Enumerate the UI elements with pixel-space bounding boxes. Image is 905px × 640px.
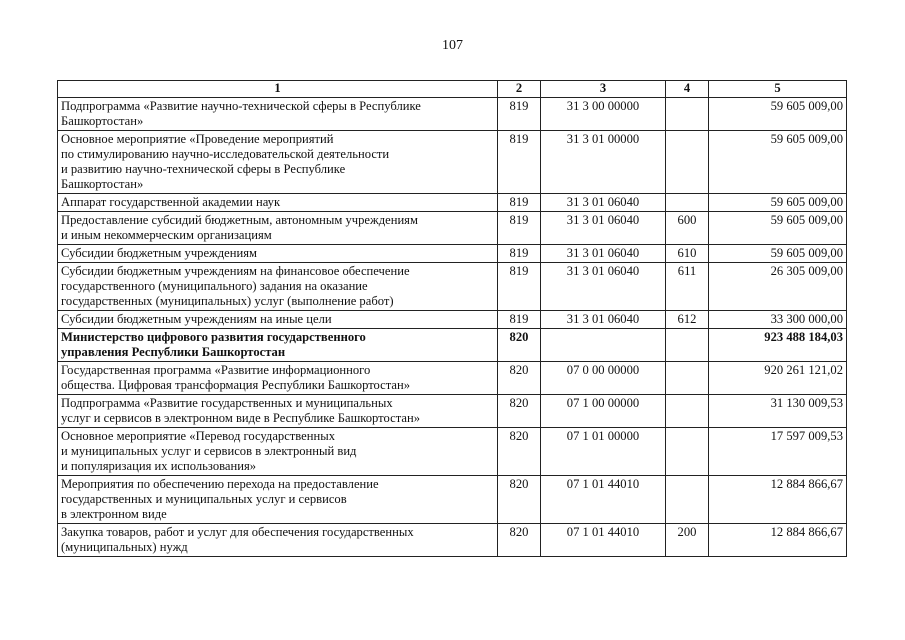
row-amount-cell: 59 605 009,00	[709, 194, 847, 212]
header-col-5: 5	[709, 81, 847, 98]
row-target-article-cell: 07 1 00 00000	[541, 395, 666, 428]
row-ministry-code-cell: 820	[498, 524, 541, 557]
row-ministry-code-cell: 820	[498, 362, 541, 395]
row-name-cell: Закупка товаров, работ и услуг для обеспечения государственных (муниципальных) нужд	[58, 524, 498, 557]
header-row	[58, 81, 847, 98]
page-number: 107	[442, 38, 463, 53]
row-name-cell: Подпрограмма «Развитие научно-технической сферы в Республике Башкортостан»	[58, 98, 498, 131]
row-expense-type-cell: 600	[666, 212, 709, 245]
table-row	[58, 362, 847, 395]
table-row	[58, 263, 847, 311]
row-target-article-cell: 31 3 01 06040	[541, 263, 666, 311]
row-amount-cell: 12 884 866,67	[709, 476, 847, 524]
row-ministry-code-cell: 819	[498, 311, 541, 329]
row-ministry-code-cell: 820	[498, 428, 541, 476]
table-row	[58, 311, 847, 329]
table-row	[58, 98, 847, 131]
row-name-cell: Аппарат государственной академии наук	[58, 194, 498, 212]
row-amount-cell: 33 300 000,00	[709, 311, 847, 329]
row-amount-cell: 923 488 184,03	[709, 329, 847, 362]
row-name-cell: Субсидии бюджетным учреждениям на финансовое обеспечение государственного (муниципального) задания на оказание государственных (муниципальных) услуг (выполнение работ)	[58, 263, 498, 311]
table-body	[58, 98, 847, 557]
row-amount-cell: 59 605 009,00	[709, 131, 847, 194]
header-col-1: 1	[58, 81, 498, 98]
header-col-3: 3	[541, 81, 666, 98]
row-ministry-code-cell: 820	[498, 395, 541, 428]
row-target-article-cell: 31 3 01 00000	[541, 131, 666, 194]
row-amount-cell: 12 884 866,67	[709, 524, 847, 557]
row-target-article-cell: 31 3 01 06040	[541, 194, 666, 212]
row-expense-type-cell	[666, 98, 709, 131]
row-ministry-code-cell: 819	[498, 131, 541, 194]
row-name-cell: Мероприятия по обеспечению перехода на предоставление государственных и муниципальных услуг и сервисов в электронном виде	[58, 476, 498, 524]
row-name-cell: Основное мероприятие «Проведение мероприятий по стимулированию научно-исследовательской деятельности и развитию научно-технической сферы в Республике Башкортостан»	[58, 131, 498, 194]
row-expense-type-cell: 612	[666, 311, 709, 329]
table-row	[58, 428, 847, 476]
header-col-4: 4	[666, 81, 709, 98]
row-name-cell: Субсидии бюджетным учреждениям на иные цели	[58, 311, 498, 329]
row-expense-type-cell: 611	[666, 263, 709, 311]
row-target-article-cell: 31 3 00 00000	[541, 98, 666, 131]
row-expense-type-cell	[666, 131, 709, 194]
row-ministry-code-cell: 819	[498, 212, 541, 245]
row-amount-cell: 59 605 009,00	[709, 98, 847, 131]
table-row	[58, 395, 847, 428]
header-col-2: 2	[498, 81, 541, 98]
row-name-cell: Предоставление субсидий бюджетным, автономным учреждениям и иным некоммерческим организациям	[58, 212, 498, 245]
row-target-article-cell: 07 1 01 44010	[541, 476, 666, 524]
row-ministry-code-cell: 819	[498, 245, 541, 263]
row-amount-cell: 920 261 121,02	[709, 362, 847, 395]
row-name-cell: Подпрограмма «Развитие государственных и муниципальных услуг и сервисов в электронном виде в Республике Башкортостан»	[58, 395, 498, 428]
row-target-article-cell: 07 1 01 00000	[541, 428, 666, 476]
row-expense-type-cell: 200	[666, 524, 709, 557]
row-ministry-code-cell: 820	[498, 329, 541, 362]
row-name-cell: Министерство цифрового развития государственного управления Республики Башкортостан	[58, 329, 498, 362]
table-header	[58, 81, 847, 98]
row-amount-cell: 59 605 009,00	[709, 212, 847, 245]
budget-table	[57, 80, 847, 557]
row-target-article-cell: 31 3 01 06040	[541, 311, 666, 329]
table-row	[58, 524, 847, 557]
row-ministry-code-cell: 819	[498, 98, 541, 131]
row-ministry-code-cell: 820	[498, 476, 541, 524]
row-amount-cell: 31 130 009,53	[709, 395, 847, 428]
row-target-article-cell: 31 3 01 06040	[541, 245, 666, 263]
row-ministry-code-cell: 819	[498, 263, 541, 311]
row-expense-type-cell	[666, 329, 709, 362]
table-row	[58, 131, 847, 194]
row-expense-type-cell	[666, 362, 709, 395]
row-amount-cell: 59 605 009,00	[709, 245, 847, 263]
row-name-cell: Государственная программа «Развитие информационного общества. Цифровая трансформация Республики Башкортостан»	[58, 362, 498, 395]
row-expense-type-cell	[666, 476, 709, 524]
row-expense-type-cell	[666, 395, 709, 428]
table-row	[58, 329, 847, 362]
table-row	[58, 476, 847, 524]
row-target-article-cell	[541, 329, 666, 362]
table-row	[58, 212, 847, 245]
row-amount-cell: 17 597 009,53	[709, 428, 847, 476]
row-ministry-code-cell: 819	[498, 194, 541, 212]
row-expense-type-cell: 610	[666, 245, 709, 263]
table-row	[58, 194, 847, 212]
row-name-cell: Субсидии бюджетным учреждениям	[58, 245, 498, 263]
row-name-cell: Основное мероприятие «Перевод государственных и муниципальных услуг и сервисов в электронный вид и популяризация их использования»	[58, 428, 498, 476]
row-target-article-cell: 07 0 00 00000	[541, 362, 666, 395]
row-amount-cell: 26 305 009,00	[709, 263, 847, 311]
table-row	[58, 245, 847, 263]
row-target-article-cell: 07 1 01 44010	[541, 524, 666, 557]
row-expense-type-cell	[666, 194, 709, 212]
row-expense-type-cell	[666, 428, 709, 476]
row-target-article-cell: 31 3 01 06040	[541, 212, 666, 245]
